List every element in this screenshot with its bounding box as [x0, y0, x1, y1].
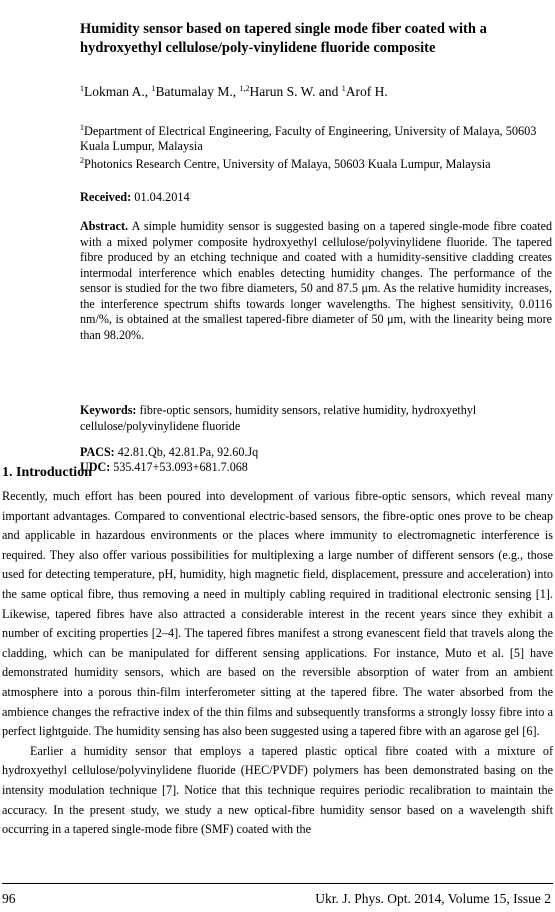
classification-codes — [80, 445, 258, 475]
author-3: $^{1,2}$Harun S. W. and — [239, 84, 342, 99]
section-heading-introduction: 1. Introduction — [2, 465, 92, 480]
abstract-text: A simple humidity sensor is suggested basing on a tapered single-mode fibre coated with a mixed polymer composite hydroxyethyl cellulose/polyvinylidene fluoride. The tapered fibre produced by an etching technique and coated with a humidity-sensitive cladding creates intermodal interference which enables detecting humidity changes. The performance of the sensor is studied for the two fibre diameters, 50 and 87.5 μm. As the relative humidity increases, the interference spectrum shifts towards longer wavelengths. The highest sensitivity, 0.0116 nm/%, is obtained at the smallest tapered-fibre diameter of 50 μm, with the linearity being more than 98.20%. — [80, 219, 552, 342]
author-1: $^1$Lokman A., — [80, 84, 152, 99]
paragraph-1: Recently, much effort has been poured into development of various fibre-optic sensors, which reveal many important advantages. Compared to conventional electric-based sensors, the fibre-optic ones prove to be cheap and applicable in hazardous environments or the places where immunity to electromagnetic interference is required. They also offer various possibilities for multiplexing a large number of different sensors (e.g., those used for detecting temperature, pH, humidity, high magnetic field, displacement, pressure and acceleration) into the same optical fibre, thus removing a need in multiply cabling required in traditional electronic sensing [1]. Likewise, tapered fibres have also attracted a considerable interest in the recent years since they exhibit a number of exciting properties [2–4]. The tapered fibres manifest a strong evanescent field that travels along the cladding, which can be manipulated for different sensing applications. For instance, Muto et al. [5] have demonstrated humidity sensors, which are based on the reversible absorption of water from an ambient atmosphere into a porous thin-film interferometer sitting at the tapered fibre. The water absorbed from the ambience changes the refractive index of the thin films and subsequently transforms a strongly lossy fibre into a perfect lightguide. The humidity sensing has also been suggested using a tapered fibre with an agarose gel [6]. — [2, 489, 553, 739]
paper-title: Humidity sensor based on tapered single mode fiber coated with a hydroxyethyl cellulose/poly-vinylidene fluoride composite — [80, 21, 487, 56]
author-list — [80, 84, 388, 100]
footer-rule — [2, 883, 553, 884]
affiliation-1: $^1$Department of Electrical Engineering, Faculty of Engineering, University of Malaya, 50603 Kuala Lumpur, Malaysia — [80, 123, 537, 153]
received-date: Received: 01.04.2014 — [80, 190, 190, 204]
page-number: 96 — [2, 891, 16, 906]
abstract-label: Abstract. — [80, 219, 129, 233]
author-4: $^1$Arof H. — [341, 84, 388, 99]
pacs-line: PACS: 42.81.Qb, 42.81.Pa, 92.60.Jq — [80, 445, 259, 459]
introduction-body — [2, 487, 553, 840]
author-2: $^1$Batumalay M., — [151, 84, 240, 99]
udc-line: UDC: 535.417+53.093+681.7.068 — [80, 460, 248, 474]
paragraph-2: Earlier a humidity sensor that employs a tapered plastic optical fibre coated with a mixture of hydroxyethyl cellulose/polyvinylidene fluoride (HEC/PVDF) polymers has been demonstrated basing on the intensity modulation technique [7]. Notice that this technique requires periodic recalibration to maintain the accuracy. In the present study, we study a new optical-fibre humidity sensor based on a wavelength shift occurring in a tapered single-mode fibre (SMF) coated with the — [2, 743, 553, 837]
abstract — [80, 219, 552, 343]
affiliation-2: $^2$Photonics Research Centre, University of Malaya, 50603 Kuala Lumpur, Malaysia — [80, 156, 491, 171]
keywords: Keywords: fibre-optic sensors, humidity sensors, relative humidity, hydroxyethyl cellulose/polyvinylidene fluoride — [80, 403, 477, 433]
journal-citation: Ukr. J. Phys. Opt. 2014, Volume 15, Issue 2 — [315, 891, 551, 906]
